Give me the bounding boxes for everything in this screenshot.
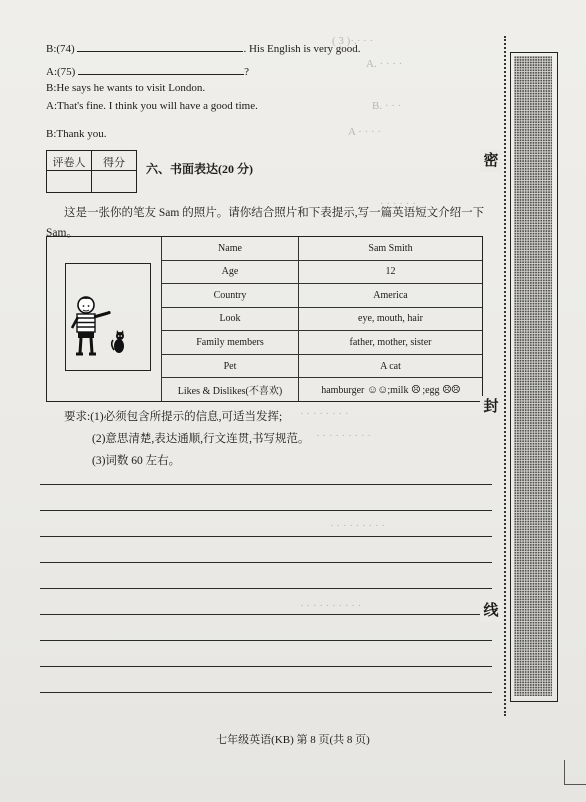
dialogue-line: B:He says he wants to visit London. [46, 82, 206, 94]
food-hamburger: hamburger [321, 385, 365, 397]
info-value: America [299, 284, 483, 308]
dialogue-line: A:That's fine. I think you will have a good time. [46, 100, 258, 112]
score-label: 得分 [103, 157, 125, 169]
page-footer: 七年级英语(KB) 第 8 页(共 8 页) [216, 734, 370, 746]
reviewer-label: 评卷人 [52, 157, 86, 169]
info-value: Sam Smith [299, 237, 483, 260]
seal-mark: 线 [480, 600, 502, 622]
table-row [162, 260, 483, 284]
bleed-through-text: · · · · · · · · · [330, 520, 385, 532]
binding-dotted-line [504, 36, 506, 716]
smiley-icon: ☺☺ [366, 384, 388, 397]
dialogue-tail: ? [244, 66, 249, 78]
info-value: father, mother, sister [299, 331, 483, 355]
writing-line[interactable] [40, 510, 492, 511]
info-key: Likes & Dislikes(不喜欢) [162, 378, 299, 401]
writing-line[interactable] [40, 692, 492, 693]
table-row [162, 354, 483, 378]
food-milk: ;milk [387, 385, 409, 397]
info-value-likes [299, 378, 483, 401]
dialogue-line-75 [46, 65, 249, 78]
binding-strip [514, 56, 552, 696]
requirement-3: (3)词数 60 左右。 [92, 455, 181, 467]
requirement-1: 要求:(1)必须包含所提示的信息,可适当发挥; [64, 411, 283, 423]
dialogue-tail: . His English is very good. [243, 43, 361, 55]
writing-line[interactable] [40, 666, 492, 667]
sam-photo [65, 263, 151, 371]
writing-line[interactable] [40, 614, 492, 615]
seal-mark: 封 [480, 396, 502, 418]
bleed-through-text: B. · · · [372, 100, 402, 112]
table-row [162, 237, 483, 260]
section-title: 六、书面表达(20 分) [146, 162, 253, 176]
food-egg: ;egg [422, 385, 440, 397]
bleed-through-text: ( 3 )·.· · · [332, 35, 374, 47]
table-row [162, 331, 483, 355]
dialogue-line: B:Thank you. [46, 128, 107, 140]
info-key: Look [162, 307, 299, 331]
writing-line[interactable] [40, 484, 492, 485]
info-key: Country [162, 284, 299, 308]
info-table [161, 237, 482, 401]
answer-blank-74[interactable] [77, 42, 243, 52]
frowny-icon: ☹☹ [442, 384, 460, 397]
instruction-text: 这是一张你的笔友 Sam 的照片。请你结合照片和下表提示,写一篇英语短文介绍一下 [64, 207, 485, 219]
frowny-icon: ☹ [410, 384, 420, 397]
answer-blank-75[interactable] [78, 65, 244, 75]
boy-with-cat-illustration [66, 264, 150, 370]
table-row [162, 307, 483, 331]
requirement-2: (2)意思清楚,表达通顺,行文连贯,书写规范。 [92, 433, 310, 445]
table-row [162, 378, 483, 401]
info-key: Pet [162, 354, 299, 378]
bleed-through-text: · · · · · · · · · · [300, 600, 362, 612]
table-row [162, 284, 483, 308]
bleed-through-text: A. · · · · [366, 58, 403, 70]
corner-mark [564, 784, 586, 785]
info-value: eye, mouth, hair [299, 307, 483, 331]
info-key: Family members [162, 331, 299, 355]
speaker-label: A:(75) [46, 66, 76, 78]
writing-line[interactable] [40, 562, 492, 563]
dialogue-line-74 [46, 42, 361, 55]
writing-line[interactable] [40, 536, 492, 537]
bleed-through-text: · · · · · · · · [300, 408, 349, 420]
info-value: A cat [299, 354, 483, 378]
bleed-through-text: A · · · · [348, 126, 381, 138]
corner-mark [564, 760, 565, 784]
seal-mark: 密 [480, 150, 502, 172]
info-key: Name [162, 237, 299, 260]
pen-pal-info-table [46, 236, 483, 402]
bleed-through-text: · · · · · · · · · [316, 430, 371, 442]
bleed-through-text: · · · · · · [380, 198, 416, 210]
writing-line[interactable] [40, 588, 492, 589]
speaker-label: B:(74) [46, 43, 75, 55]
score-box [46, 150, 137, 193]
writing-line[interactable] [40, 640, 492, 641]
instruction-text-cont: Sam。 [46, 227, 78, 239]
info-value: 12 [299, 260, 483, 284]
info-key: Age [162, 260, 299, 284]
